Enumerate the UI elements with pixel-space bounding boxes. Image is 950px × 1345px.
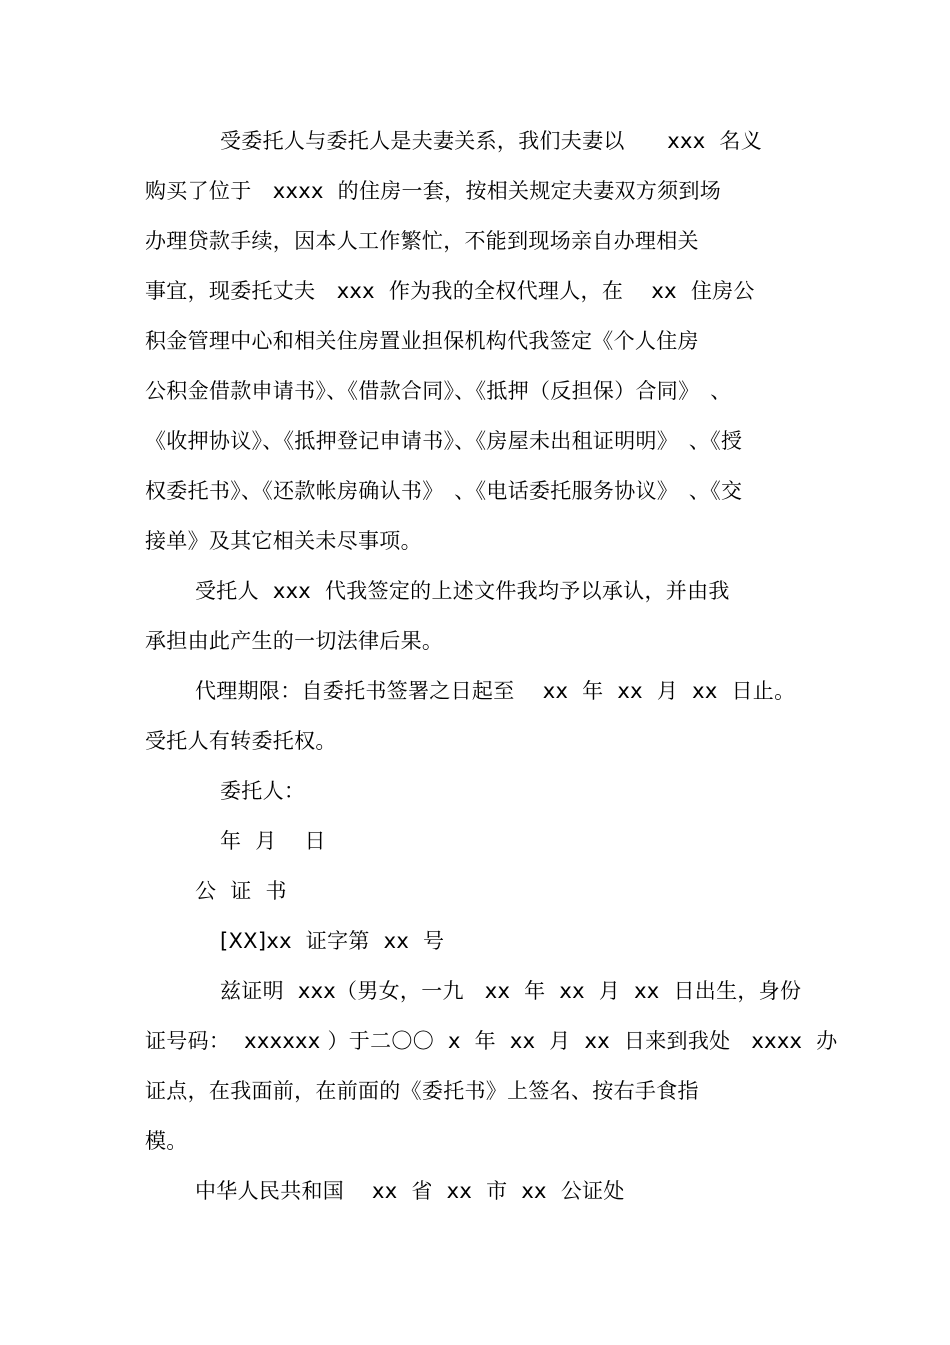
- paragraph-line-5: 积金管理中心和相关住房置业担保机构代我签定《个人住房: [145, 329, 699, 353]
- paragraph-line-6: 公积金借款申请书》、《借款合同》、《抵押（反担保）合同》 、: [145, 379, 732, 403]
- acknowledgement-line-1: 受托人 xxx 代我签定的上述文件我均予以承认，并由我: [195, 579, 730, 603]
- certification-line-4: 模。: [145, 1129, 188, 1153]
- acknowledgement-line-2: 承担由此产生的一切法律后果。: [145, 629, 444, 653]
- paragraph-line-1: 受委托人与委托人是夫妻关系，我们夫妻以 xxx 名义: [220, 129, 763, 153]
- certification-line-3: 证点，在我面前，在前面的《委托书》上签名、按右手食指: [145, 1079, 699, 1103]
- paragraph-line-3: 办理贷款手续，因本人工作繁忙，不能到现场亲自办理相关: [145, 229, 699, 253]
- certification-line-1: 兹证明 xxx（男女，一九 xx 年 xx 月 xx 日出生，身份: [220, 979, 802, 1003]
- agency-period-line-2: 受托人有转委托权。: [145, 729, 337, 753]
- paragraph-line-7: 《收押协议》、《抵押登记申请书》、《房屋未出租证明明》 、《授: [145, 429, 743, 453]
- certificate-number: [XX]xx 证字第 xx 号: [220, 929, 445, 953]
- notarial-certificate-title: 公 证 书: [195, 879, 287, 903]
- notary-office-name: 中华人民共和国 xx 省 xx 市 xx 公证处: [195, 1179, 625, 1203]
- paragraph-line-9: 接单》及其它相关未尽事项。: [145, 529, 422, 553]
- paragraph-line-8: 权委托书》、《还款帐房确认书》 、《电话委托服务协议》 、《交: [145, 479, 743, 503]
- paragraph-line-2: 购买了位于 xxxx 的住房一套，按相关规定夫妻双方须到场: [145, 179, 722, 203]
- paragraph-line-4: 事宜，现委托丈夫 xxx 作为我的全权代理人，在 xx 住房公: [145, 279, 755, 303]
- certification-line-2: 证号码： xxxxxx ）于二〇〇 x 年 xx 月 xx 日来到我处 xxxx 办: [145, 1029, 838, 1053]
- principal-signature-label: 委托人：: [220, 779, 306, 803]
- date-placeholder: 年 月 日: [220, 829, 326, 853]
- agency-period-line-1: 代理期限：自委托书签署之日起至 xx 年 xx 月 xx 日止。: [195, 679, 796, 703]
